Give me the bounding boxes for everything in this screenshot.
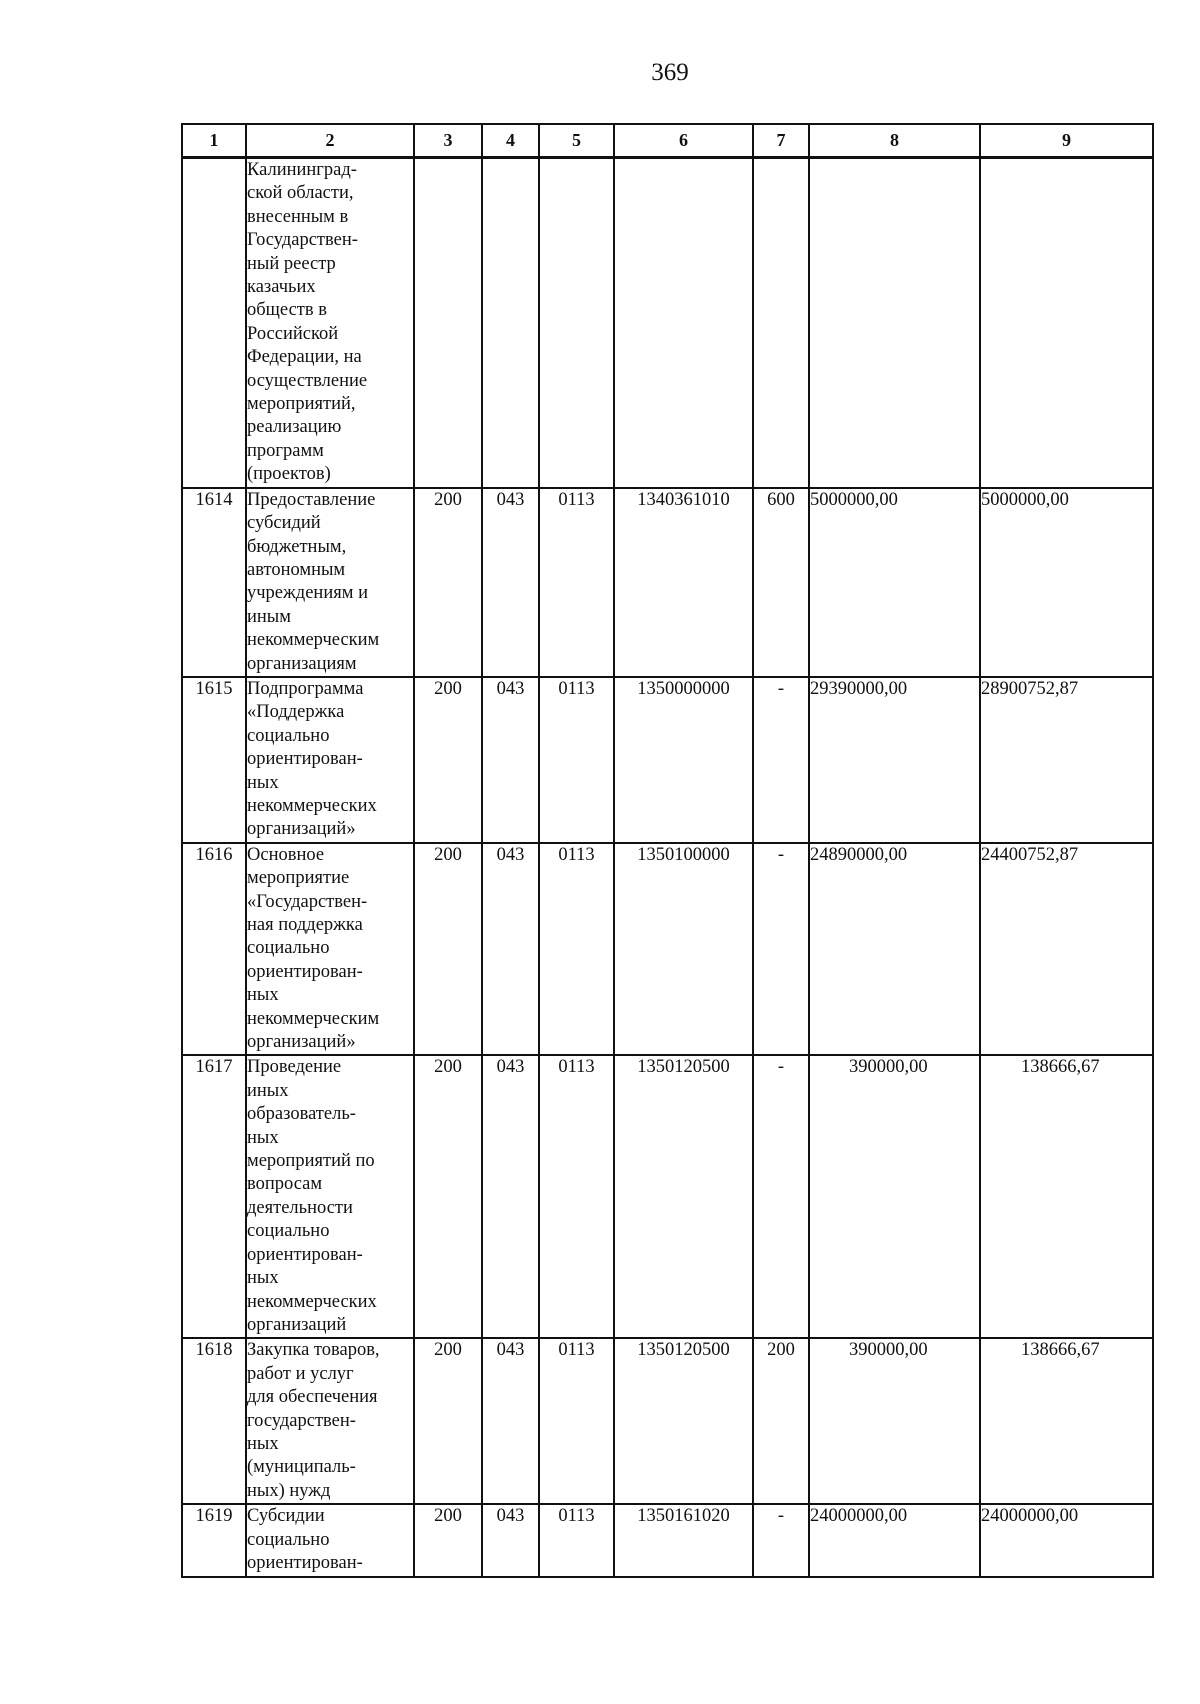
table-row (182, 843, 1153, 1056)
row-col-8: 24890000,00 (809, 843, 980, 1056)
row-col-4: 043 (482, 488, 539, 677)
row-number: 1614 (182, 488, 246, 677)
row-col-6: 1350120500 (614, 1338, 753, 1504)
row-col-5: 0113 (539, 843, 614, 1056)
row-col-3 (414, 158, 482, 488)
table-row (182, 1504, 1153, 1577)
column-header: 9 (980, 124, 1153, 158)
row-col-6: 1350000000 (614, 677, 753, 843)
budget-table (181, 123, 1154, 1578)
row-col-6 (614, 158, 753, 488)
row-col-8: 390000,00 (809, 1055, 980, 1338)
row-col-3: 200 (414, 1055, 482, 1338)
row-name: Основное мероприятие «Государствен- ная поддержка социально ориентирован- ных некоммерческим организаций» (246, 843, 414, 1056)
row-col-4: 043 (482, 1504, 539, 1577)
row-col-3: 200 (414, 843, 482, 1056)
row-name: Подпрограмма «Поддержка социально ориентирован- ных некоммерческих организаций» (246, 677, 414, 843)
row-col-6: 1350161020 (614, 1504, 753, 1577)
row-col-7: - (753, 1504, 809, 1577)
row-col-5: 0113 (539, 1504, 614, 1577)
row-col-7: - (753, 677, 809, 843)
row-col-6: 1350120500 (614, 1055, 753, 1338)
row-name: Калининград- ской области, внесенным в Государствен- ный реестр казачьих обществ в Российской Федерации, на осуществление мероприятий, реализацию программ (проектов) (246, 158, 414, 488)
row-col-9: 24000000,00 (980, 1504, 1153, 1577)
row-col-3: 200 (414, 1338, 482, 1504)
row-col-8: 24000000,00 (809, 1504, 980, 1577)
column-header: 4 (482, 124, 539, 158)
row-name: Закупка товаров, работ и услуг для обеспечения государствен- ных (муниципаль- ных) нужд (246, 1338, 414, 1504)
row-col-3: 200 (414, 488, 482, 677)
row-col-9: 138666,67 (980, 1055, 1153, 1338)
row-col-7: - (753, 1055, 809, 1338)
row-col-5: 0113 (539, 1055, 614, 1338)
row-col-8: 29390000,00 (809, 677, 980, 843)
column-header: 3 (414, 124, 482, 158)
row-col-7: 200 (753, 1338, 809, 1504)
row-col-9: 24400752,87 (980, 843, 1153, 1056)
row-number (182, 158, 246, 488)
row-name: Субсидии социально ориентирован- (246, 1504, 414, 1577)
row-number: 1619 (182, 1504, 246, 1577)
table-row (182, 677, 1153, 843)
row-col-4: 043 (482, 1338, 539, 1504)
row-col-5: 0113 (539, 488, 614, 677)
row-col-5 (539, 158, 614, 488)
row-col-4 (482, 158, 539, 488)
row-col-6: 1350100000 (614, 843, 753, 1056)
row-number: 1617 (182, 1055, 246, 1338)
table-row (182, 158, 1153, 488)
row-name: Предоставление субсидий бюджетным, автономным учреждениям и иным некоммерческим организациям (246, 488, 414, 677)
column-header: 6 (614, 124, 753, 158)
row-col-5: 0113 (539, 677, 614, 843)
column-header: 7 (753, 124, 809, 158)
row-col-9: 5000000,00 (980, 488, 1153, 677)
row-col-4: 043 (482, 1055, 539, 1338)
row-col-4: 043 (482, 843, 539, 1056)
row-col-4: 043 (482, 677, 539, 843)
row-col-7: - (753, 843, 809, 1056)
page-number: 369 (651, 59, 689, 86)
row-col-9: 138666,67 (980, 1338, 1153, 1504)
row-name: Проведение иных образователь- ных мероприятий по вопросам деятельности социально ориентирован- ных некоммерческих организаций (246, 1055, 414, 1338)
column-header: 2 (246, 124, 414, 158)
row-col-7 (753, 158, 809, 488)
row-col-9: 28900752,87 (980, 677, 1153, 843)
table-row (182, 1338, 1153, 1504)
row-col-8 (809, 158, 980, 488)
table-row (182, 1055, 1153, 1338)
row-col-3: 200 (414, 677, 482, 843)
column-header: 1 (182, 124, 246, 158)
row-col-6: 1340361010 (614, 488, 753, 677)
row-number: 1615 (182, 677, 246, 843)
row-number: 1618 (182, 1338, 246, 1504)
column-header: 8 (809, 124, 980, 158)
row-number: 1616 (182, 843, 246, 1056)
table-row (182, 488, 1153, 677)
row-col-7: 600 (753, 488, 809, 677)
row-col-8: 390000,00 (809, 1338, 980, 1504)
table-header-row (182, 124, 1153, 158)
column-header: 5 (539, 124, 614, 158)
row-col-8: 5000000,00 (809, 488, 980, 677)
row-col-5: 0113 (539, 1338, 614, 1504)
row-col-9 (980, 158, 1153, 488)
row-col-3: 200 (414, 1504, 482, 1577)
